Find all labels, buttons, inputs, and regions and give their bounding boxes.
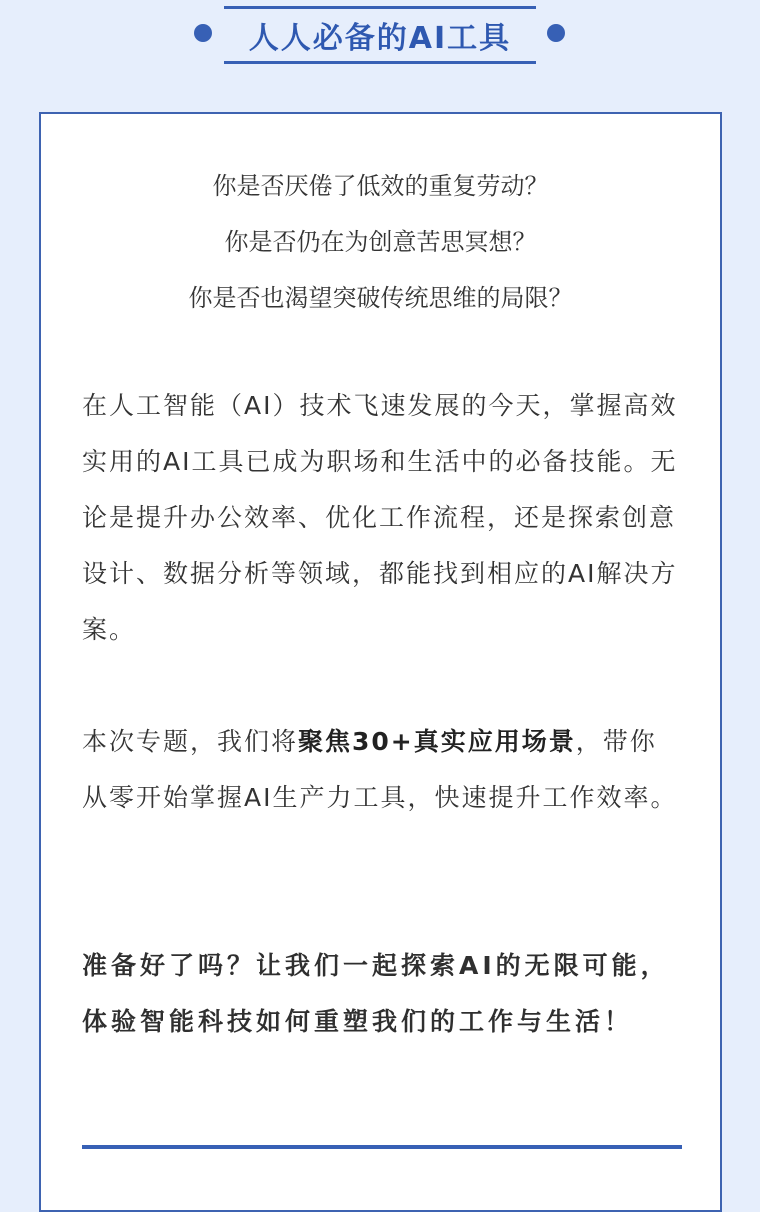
intro-question: 你是否厌倦了低效的重复劳动？ <box>212 172 549 200</box>
right-dot-icon <box>547 24 565 42</box>
intro-question: 你是否也渴望突破传统思维的局限？ <box>188 284 573 312</box>
topic-paragraph <box>82 714 682 826</box>
intro-paragraph: 在人工智能（AI）技术飞速发展的今天，掌握高效实用的AI工具已成为职场和生活中的必备技能。无论是提升办公效率、优化工作流程，还是探索创意设计、数据分析等领域，都能找到相应的AI解决方案。 <box>82 391 678 644</box>
header-title-box <box>224 6 536 64</box>
left-dot-icon <box>194 24 212 42</box>
call-to-action-paragraph: 准备好了吗？让我们一起探索AI的无限可能，体验智能科技如何重塑我们的工作与生活！ <box>82 951 670 1036</box>
page-title: 人人必备的AI工具 <box>248 21 512 56</box>
topic-emphasis: 聚焦30+真实应用场景 <box>298 727 576 756</box>
footer-divider <box>82 1145 682 1149</box>
topic-text-before: 本次专题，我们将 <box>82 727 299 756</box>
content-card <box>39 112 722 1212</box>
topic-text-after: ，带你从零开始掌握AI生产力工具，快速提升工作效率。 <box>82 727 678 812</box>
section-header <box>0 0 760 70</box>
intro-question: 你是否仍在为创意苦思冥想？ <box>224 228 537 256</box>
intro-questions <box>41 158 720 326</box>
